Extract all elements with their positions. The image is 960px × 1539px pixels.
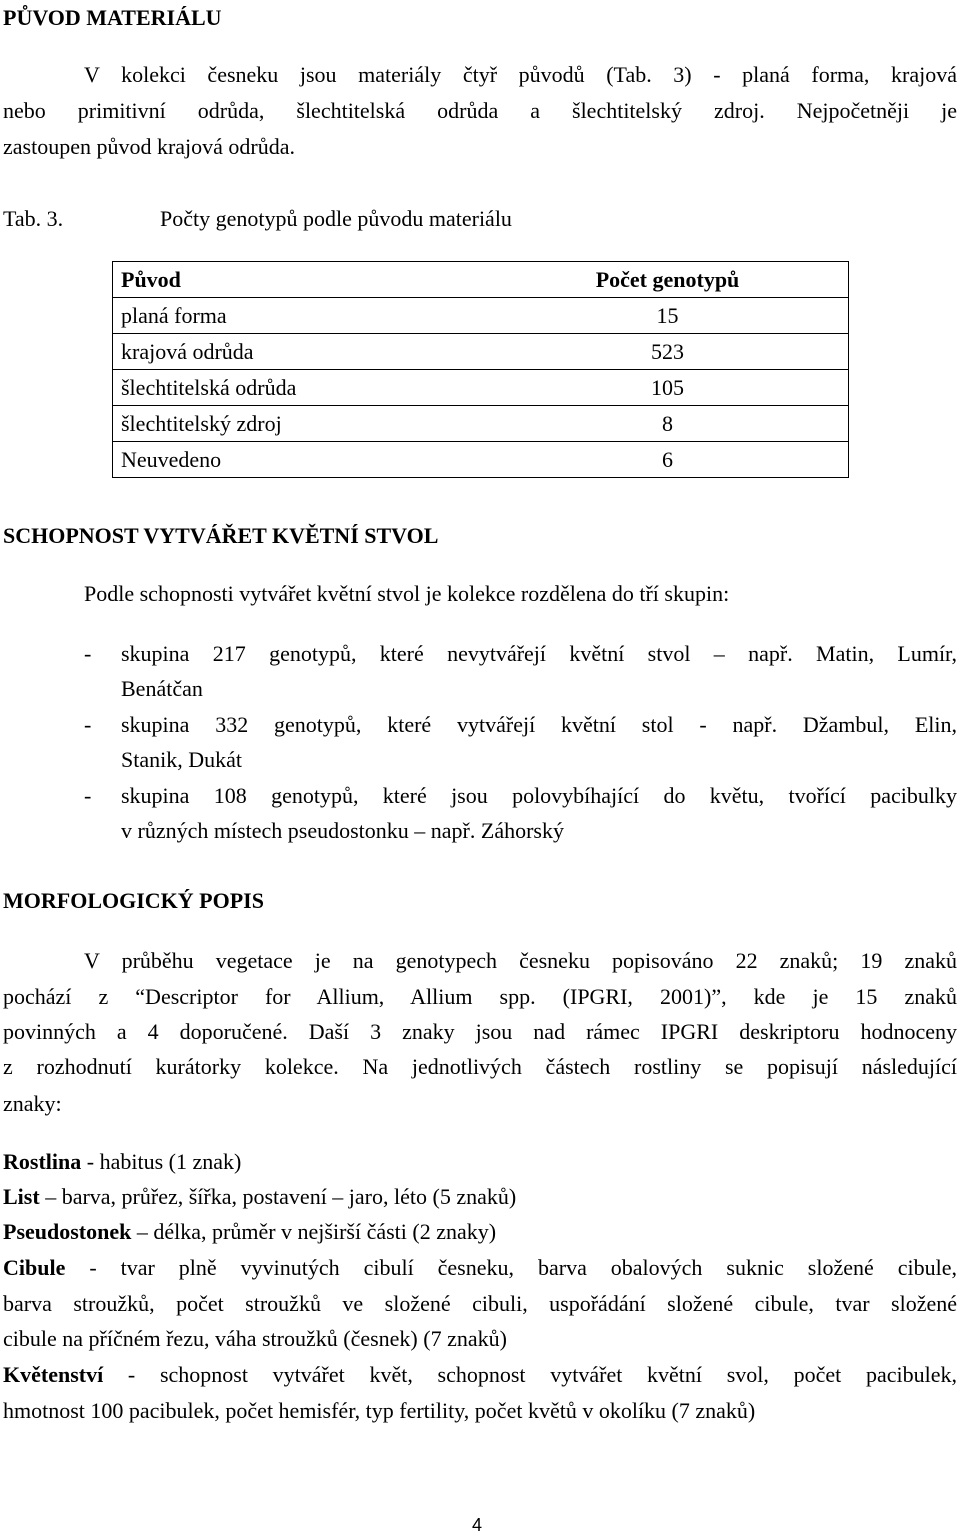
trait-term: Květenství <box>3 1362 104 1387</box>
table-cell-count: 15 <box>487 298 849 334</box>
table-cell-count: 6 <box>487 442 849 478</box>
table-label: Tab. 3. <box>3 206 64 231</box>
list-item-line-1: skupina 332 genotypů, které vytvářejí květní stol - např. Džambul, Elin, <box>121 712 957 737</box>
table-cell-origin: planá forma <box>113 298 488 334</box>
table-row <box>113 334 849 370</box>
morph-line-5: znaky: <box>3 1091 62 1116</box>
trait-leaf <box>3 1183 516 1211</box>
table-row <box>113 442 849 478</box>
trait-inflorescence-line-2: hmotnost 100 pacibulek, počet hemisfér, typ fertility, počet květů v okolíku (7 znaků) <box>3 1398 756 1423</box>
trait-description: - habitus (1 znak) <box>81 1149 242 1174</box>
table-header-count: Počet genotypů <box>487 262 849 298</box>
trait-term: Pseudostonek <box>3 1219 132 1244</box>
list-bullet: - <box>84 641 92 666</box>
morph-line-3: povinných a 4 doporučené. Daší 3 znaky jsou nad rámec IPGRI deskriptoru hodnoceny <box>3 1019 957 1044</box>
morph-line-2: pochází z “Descriptor for Allium, Allium spp. (IPGRI, 2001)”, kde je 15 znaků <box>3 984 957 1009</box>
table-cell-count: 8 <box>487 406 849 442</box>
section-heading-flower-stalk: SCHOPNOST VYTVÁŘET KVĚTNÍ STVOL <box>3 523 439 548</box>
list-bullet: - <box>84 712 92 737</box>
table-header-origin: Původ <box>113 262 488 298</box>
groups-intro: Podle schopnosti vytvářet květní stvol je kolekce rozdělena do tří skupin: <box>84 581 730 606</box>
trait-term: List <box>3 1184 40 1209</box>
intro-line-3: zastoupen původ krajová odrůda. <box>3 134 296 159</box>
table-cell-origin: šlechtitelská odrůda <box>113 370 488 406</box>
table-cell-count: 105 <box>487 370 849 406</box>
intro-line-1: V kolekci česneku jsou materiály čtyř původů (Tab. 3) - planá forma, krajová <box>84 62 957 87</box>
trait-plant <box>3 1148 241 1176</box>
trait-description: - tvar plně vyvinutých cibulí česneku, barva obalových suknic složené cibule, <box>65 1255 957 1280</box>
list-item-line-1: skupina 108 genotypů, které jsou polovybíhající do květu, tvořící pacibulky <box>121 783 957 808</box>
section-heading-origin: PŮVOD MATERIÁLU <box>3 5 222 30</box>
trait-description: – barva, průřez, šířka, postavení – jaro, léto (5 znaků) <box>39 1184 517 1209</box>
trait-bulb-line-2: barva stroužků, počet stroužků ve složené cibuli, uspořádání složené cibule, tvar složené <box>3 1291 957 1316</box>
table-cell-count: 523 <box>487 334 849 370</box>
table-cell-origin: Neuvedeno <box>113 442 488 478</box>
table-header-row <box>113 262 849 298</box>
list-item-line-2: Benátčan <box>121 676 203 701</box>
trait-bulb-line-3: cibule na příčném řezu, váha stroužků (česnek) (7 znaků) <box>3 1326 507 1351</box>
morph-line-4: z rozhodnutí kurátorky kolekce. Na jednotlivých částech rostliny se popisují následující <box>3 1054 957 1079</box>
table-cell-origin: krajová odrůda <box>113 334 488 370</box>
section-heading-morphology: MORFOLOGICKÝ POPIS <box>3 888 264 913</box>
trait-description: - schopnost vytvářet květ, schopnost vytvářet květní svol, počet pacibulek, <box>103 1362 957 1387</box>
trait-bulb <box>3 1254 957 1282</box>
trait-inflorescence <box>3 1361 957 1389</box>
trait-term: Rostlina <box>3 1149 82 1174</box>
origin-table <box>112 261 849 478</box>
table-row <box>113 370 849 406</box>
table-caption: Počty genotypů podle původu materiálu <box>160 206 512 231</box>
list-item-line-2: v různých místech pseudostonku – např. Záhorský <box>121 818 564 843</box>
list-item-line-1: skupina 217 genotypů, které nevytvářejí květní stvol – např. Matin, Lumír, <box>121 641 957 666</box>
intro-line-2: nebo primitivní odrůda, šlechtitelská odrůda a šlechtitelský zdroj. Nejpočetněji je <box>3 98 957 123</box>
morph-line-1: V průběhu vegetace je na genotypech česneku popisováno 22 znaků; 19 znaků <box>84 948 957 973</box>
page-number: 4 <box>472 1515 483 1535</box>
trait-term: Cibule <box>3 1255 66 1280</box>
table-row <box>113 298 849 334</box>
list-item-line-2: Stanik, Dukát <box>121 747 242 772</box>
table-row <box>113 406 849 442</box>
table-cell-origin: šlechtitelský zdroj <box>113 406 488 442</box>
trait-pseudostem <box>3 1218 496 1246</box>
trait-description: – délka, průměr v nejširší části (2 znaky) <box>131 1219 497 1244</box>
list-bullet: - <box>84 783 92 808</box>
